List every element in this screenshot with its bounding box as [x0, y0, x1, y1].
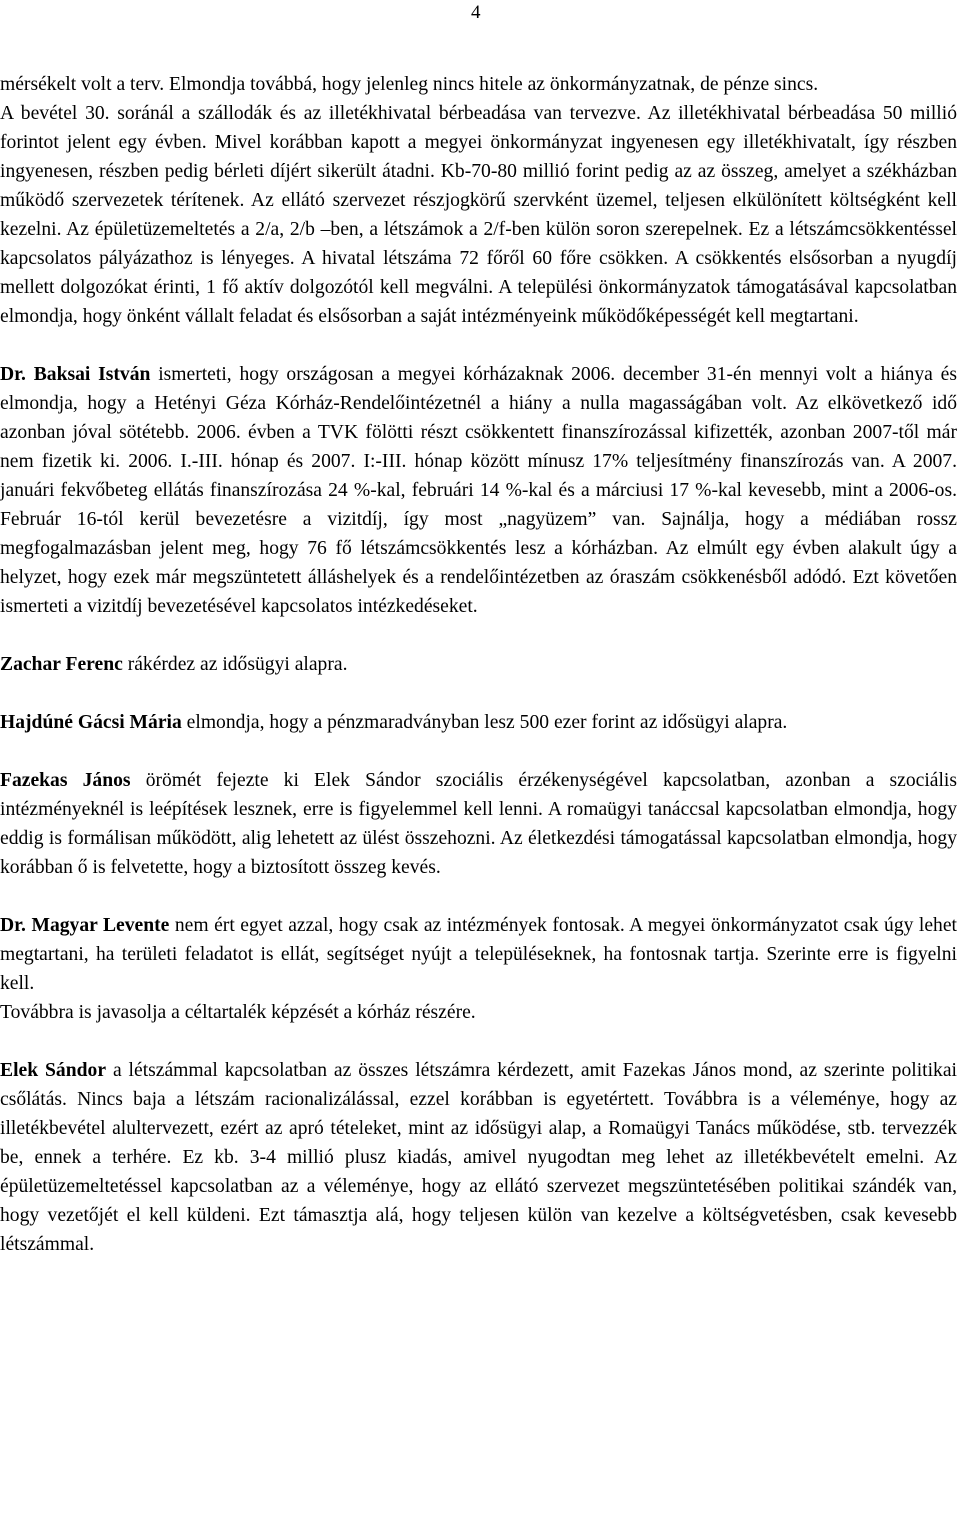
speaker-name: Hajdúné Gácsi Mária	[0, 712, 182, 733]
paragraph-baksai	[0, 360, 957, 621]
speaker-name: Dr. Baksai István	[0, 364, 151, 385]
paragraph-text: Továbbra is javasolja a céltartalék képzését a kórház részére.	[0, 1002, 476, 1023]
paragraph-text: örömét fejezte ki Elek Sándor szociális érzékenységével kapcsolatban, azonban a szociális intézményeknél is leépítések lesznek, erre is figyelemmel kell lenni. A romaügyi tanáccsal kapcsolatban elmondja, hogy eddig is formálisan működött, alig lehetett az ülést összehozni. Az életkezdési támogatással kapcsolatban elmondja, hogy korábban ő is felvetette, hogy a biztosított összeg kevés.	[0, 770, 957, 878]
paragraph-text: nem ért egyet azzal, hogy csak az intézmények fontosak. A megyei önkormányzatot csak úgy lehet megtartani, ha területi feladatot is ellát, segítséget nyújt a településeknek, ha fontosnak tartja. Szerinte erre is figyelni kell.	[0, 915, 957, 994]
document-body	[0, 70, 957, 1288]
paragraph-text: elmondja, hogy a pénzmaradványban lesz 500 ezer forint az idősügyi alapra.	[181, 712, 788, 733]
paragraph-elek	[0, 1056, 957, 1259]
paragraph-text: rákérdez az idősügyi alapra.	[122, 654, 348, 675]
paragraph-revenue	[0, 99, 957, 331]
paragraph-fazekas	[0, 766, 957, 882]
paragraph-text: A bevétel 30. soránál a szállodák és az illetékhivatal bérbeadása van tervezve. Az illetékhivatal bérbeadása 50 millió forintot jelent egy évben. Mivel korábban kapott a megyei önkormányzat ingyenesen egy illetékhivatalt, így részben ingyenesen, részben pedig bérleti díjért sikerült átadni. Kb-70-80 millió forint pedig az az összeg, amelyet a székházban működő szervezetek térítenek. Az ellátó szervezet részjogkörű szervként üzemel, teljesen elkülönített költségként kell kezelni. Az épületüzemeltetés a 2/a, 2/b –ben, a létszámok a 2/f-ben külön soron szerepelnek. Ez a létszámcsökkentéssel kapcsolatos pályázathoz is lényeges. A hivatal létszáma 72 főről 60 főre csökken. A csökkentés elsősorban a nyugdíj mellett dolgozókat érinti, 1 fő aktív dolgozótól kell megválni. A települési önkormányzatok támogatásával kapcsolatban elmondja, hogy önként vállalt feladat és elsősorban a saját intézményeink működőképességét kell megtartani.	[0, 103, 957, 327]
paragraph-zachar	[0, 650, 957, 679]
paragraph-budget-intro	[0, 70, 957, 99]
page-number: 4	[471, 2, 481, 23]
speaker-name: Elek Sándor	[0, 1060, 107, 1081]
paragraph-hajdune	[0, 708, 957, 737]
speaker-name: Zachar Ferenc	[0, 654, 123, 675]
paragraph-magyar	[0, 911, 957, 998]
paragraph-text: ismerteti, hogy országosan a megyei kórházaknak 2006. december 31-én mennyi volt a hiánya és elmondja, hogy a Hetényi Géza Kórház-Rendelőintézetnél a hiány a nulla magasságában volt. Az elkövetkező idő azonban jóval sötétebb. 2006. évben a TVK fölötti részt csökkentett finanszírozással kifizették, azonban 2007-től már nem fizetik ki. 2006. I.-III. hónap és 2007. I:-III. hónap között mínusz 17% teljesítmény finanszírozás van. A 2007. januári fekvőbeteg ellátás finanszírozása 24 %-kal, februári 14 %-kal és a márciusi 17 %-kal kevesebb, mint a 2006-os. Február 16-tól kerül bevezetésre a vizitdíj, így most „nagyüzem” van. Sajnálja, hogy a médiában rossz megfogalmazásban jelent meg, hogy 76 fő létszámcsökkentés lesz a kórházban. Az elmúlt egy évben alakult úgy a helyzet, hogy ezek már megszüntetett álláshelyek és a rendelőintézetben az óraszám csökkenésből adódó. Ezt követően ismerteti a vizitdíj bevezetésével kapcsolatos intézkedéseket.	[0, 364, 957, 617]
speaker-name: Dr. Magyar Levente	[0, 915, 170, 936]
speaker-name: Fazekas János	[0, 770, 131, 791]
paragraph-text: mérsékelt volt a terv. Elmondja továbbá, hogy jelenleg nincs hitele az önkormányzatnak, de pénze sincs.	[0, 74, 819, 95]
paragraph-text: a létszámmal kapcsolatban az összes létszámra kérdezett, amit Fazekas János mond, az szerinte politikai csőlátás. Nincs baja a létszám racionalizálással, ezzel korábban is egyetértett. Továbbra is a véleménye, hogy az illetékbevétel alultervezett, ezért az apró tételeket, mint az idősügyi alap, a Romaügyi Tanács működése, stb. tervezzék be, ennek a terhére. Ez kb. 3-4 millió plusz kiadás, amivel nyugodtan meg lehet az illetékbevételt emelni. Az épületüzemeltetéssel kapcsolatban az a véleménye, hogy az ellátó szervezet megszüntetésében politikai szándék van, hogy vezetőjét el kell küldeni. Ezt támasztja alá, hogy teljesen külön van kezelve a költségvetésben, csak kevesebb létszámmal.	[0, 1060, 957, 1255]
paragraph-reserve	[0, 998, 957, 1027]
